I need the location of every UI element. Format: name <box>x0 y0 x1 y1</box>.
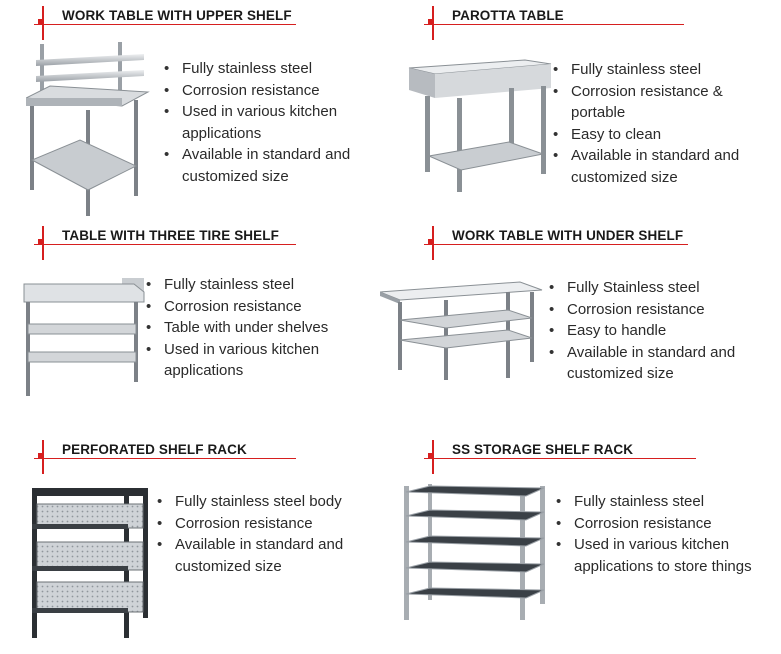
ss-storage-shelf-rack-image <box>400 484 548 624</box>
feature-item: • Table with under shelves <box>146 317 356 339</box>
accent-marker <box>428 239 434 245</box>
feature-item: • Available in standard and customized size <box>553 145 773 188</box>
feature-item: • Fully stainless steel <box>553 59 773 81</box>
accent-horizontal-line <box>424 458 696 459</box>
product-title: PAROTTA TABLE <box>452 8 564 23</box>
feature-item: • Corrosion resistance <box>556 513 766 535</box>
feature-item: • Fully stainless steel body <box>157 491 377 513</box>
feature-list <box>549 277 769 385</box>
feature-item: • Easy to handle <box>549 320 769 342</box>
accent-marker <box>38 19 44 25</box>
feature-item: • Fully stainless steel <box>164 58 364 80</box>
feature-item: • Easy to clean <box>553 124 773 146</box>
work-table-under-shelf-image <box>380 278 544 384</box>
feature-item: • Fully Stainless steel <box>549 277 769 299</box>
accent-horizontal-line <box>34 24 296 25</box>
feature-item: • Corrosion resistance <box>549 299 769 321</box>
accent-marker <box>428 453 434 459</box>
perforated-shelf-rack-image <box>30 484 150 644</box>
feature-item: • Used in various kitchen applications <box>146 339 356 382</box>
feature-list <box>146 274 356 382</box>
product-title: PERFORATED SHELF RACK <box>62 442 247 457</box>
accent-horizontal-line <box>424 24 684 25</box>
product-title: TABLE WITH THREE TIRE SHELF <box>62 228 279 243</box>
feature-item: • Corrosion resistance <box>164 80 364 102</box>
three-tire-shelf-table-image <box>22 278 146 398</box>
feature-item: • Corrosion resistance <box>146 296 356 318</box>
feature-list <box>157 491 377 577</box>
accent-marker <box>38 453 44 459</box>
parotta-table-image <box>405 58 555 196</box>
accent-marker <box>428 19 434 25</box>
product-title: WORK TABLE WITH UNDER SHELF <box>452 228 684 243</box>
feature-list <box>553 59 773 188</box>
accent-horizontal-line <box>424 244 688 245</box>
accent-horizontal-line <box>34 458 296 459</box>
product-title: SS STORAGE SHELF RACK <box>452 442 634 457</box>
feature-item: • Fully stainless steel <box>146 274 356 296</box>
work-table-upper-shelf-image <box>26 40 150 220</box>
feature-item: • Used in various kitchen applications <box>164 101 364 144</box>
feature-item: • Available in standard and customized size <box>157 534 377 577</box>
product-title: WORK TABLE WITH UPPER SHELF <box>62 8 292 23</box>
accent-marker <box>38 239 44 245</box>
feature-item: • Fully stainless steel <box>556 491 766 513</box>
feature-item: • Available in standard and customized size <box>164 144 364 187</box>
feature-item: • Corrosion resistance <box>157 513 377 535</box>
feature-item: • Used in various kitchen applications to store things <box>556 534 766 577</box>
accent-horizontal-line <box>34 244 296 245</box>
feature-list <box>164 58 364 187</box>
feature-list <box>556 491 766 577</box>
feature-item: • Available in standard and customized size <box>549 342 769 385</box>
feature-item: • Corrosion resistance & portable <box>553 81 773 124</box>
